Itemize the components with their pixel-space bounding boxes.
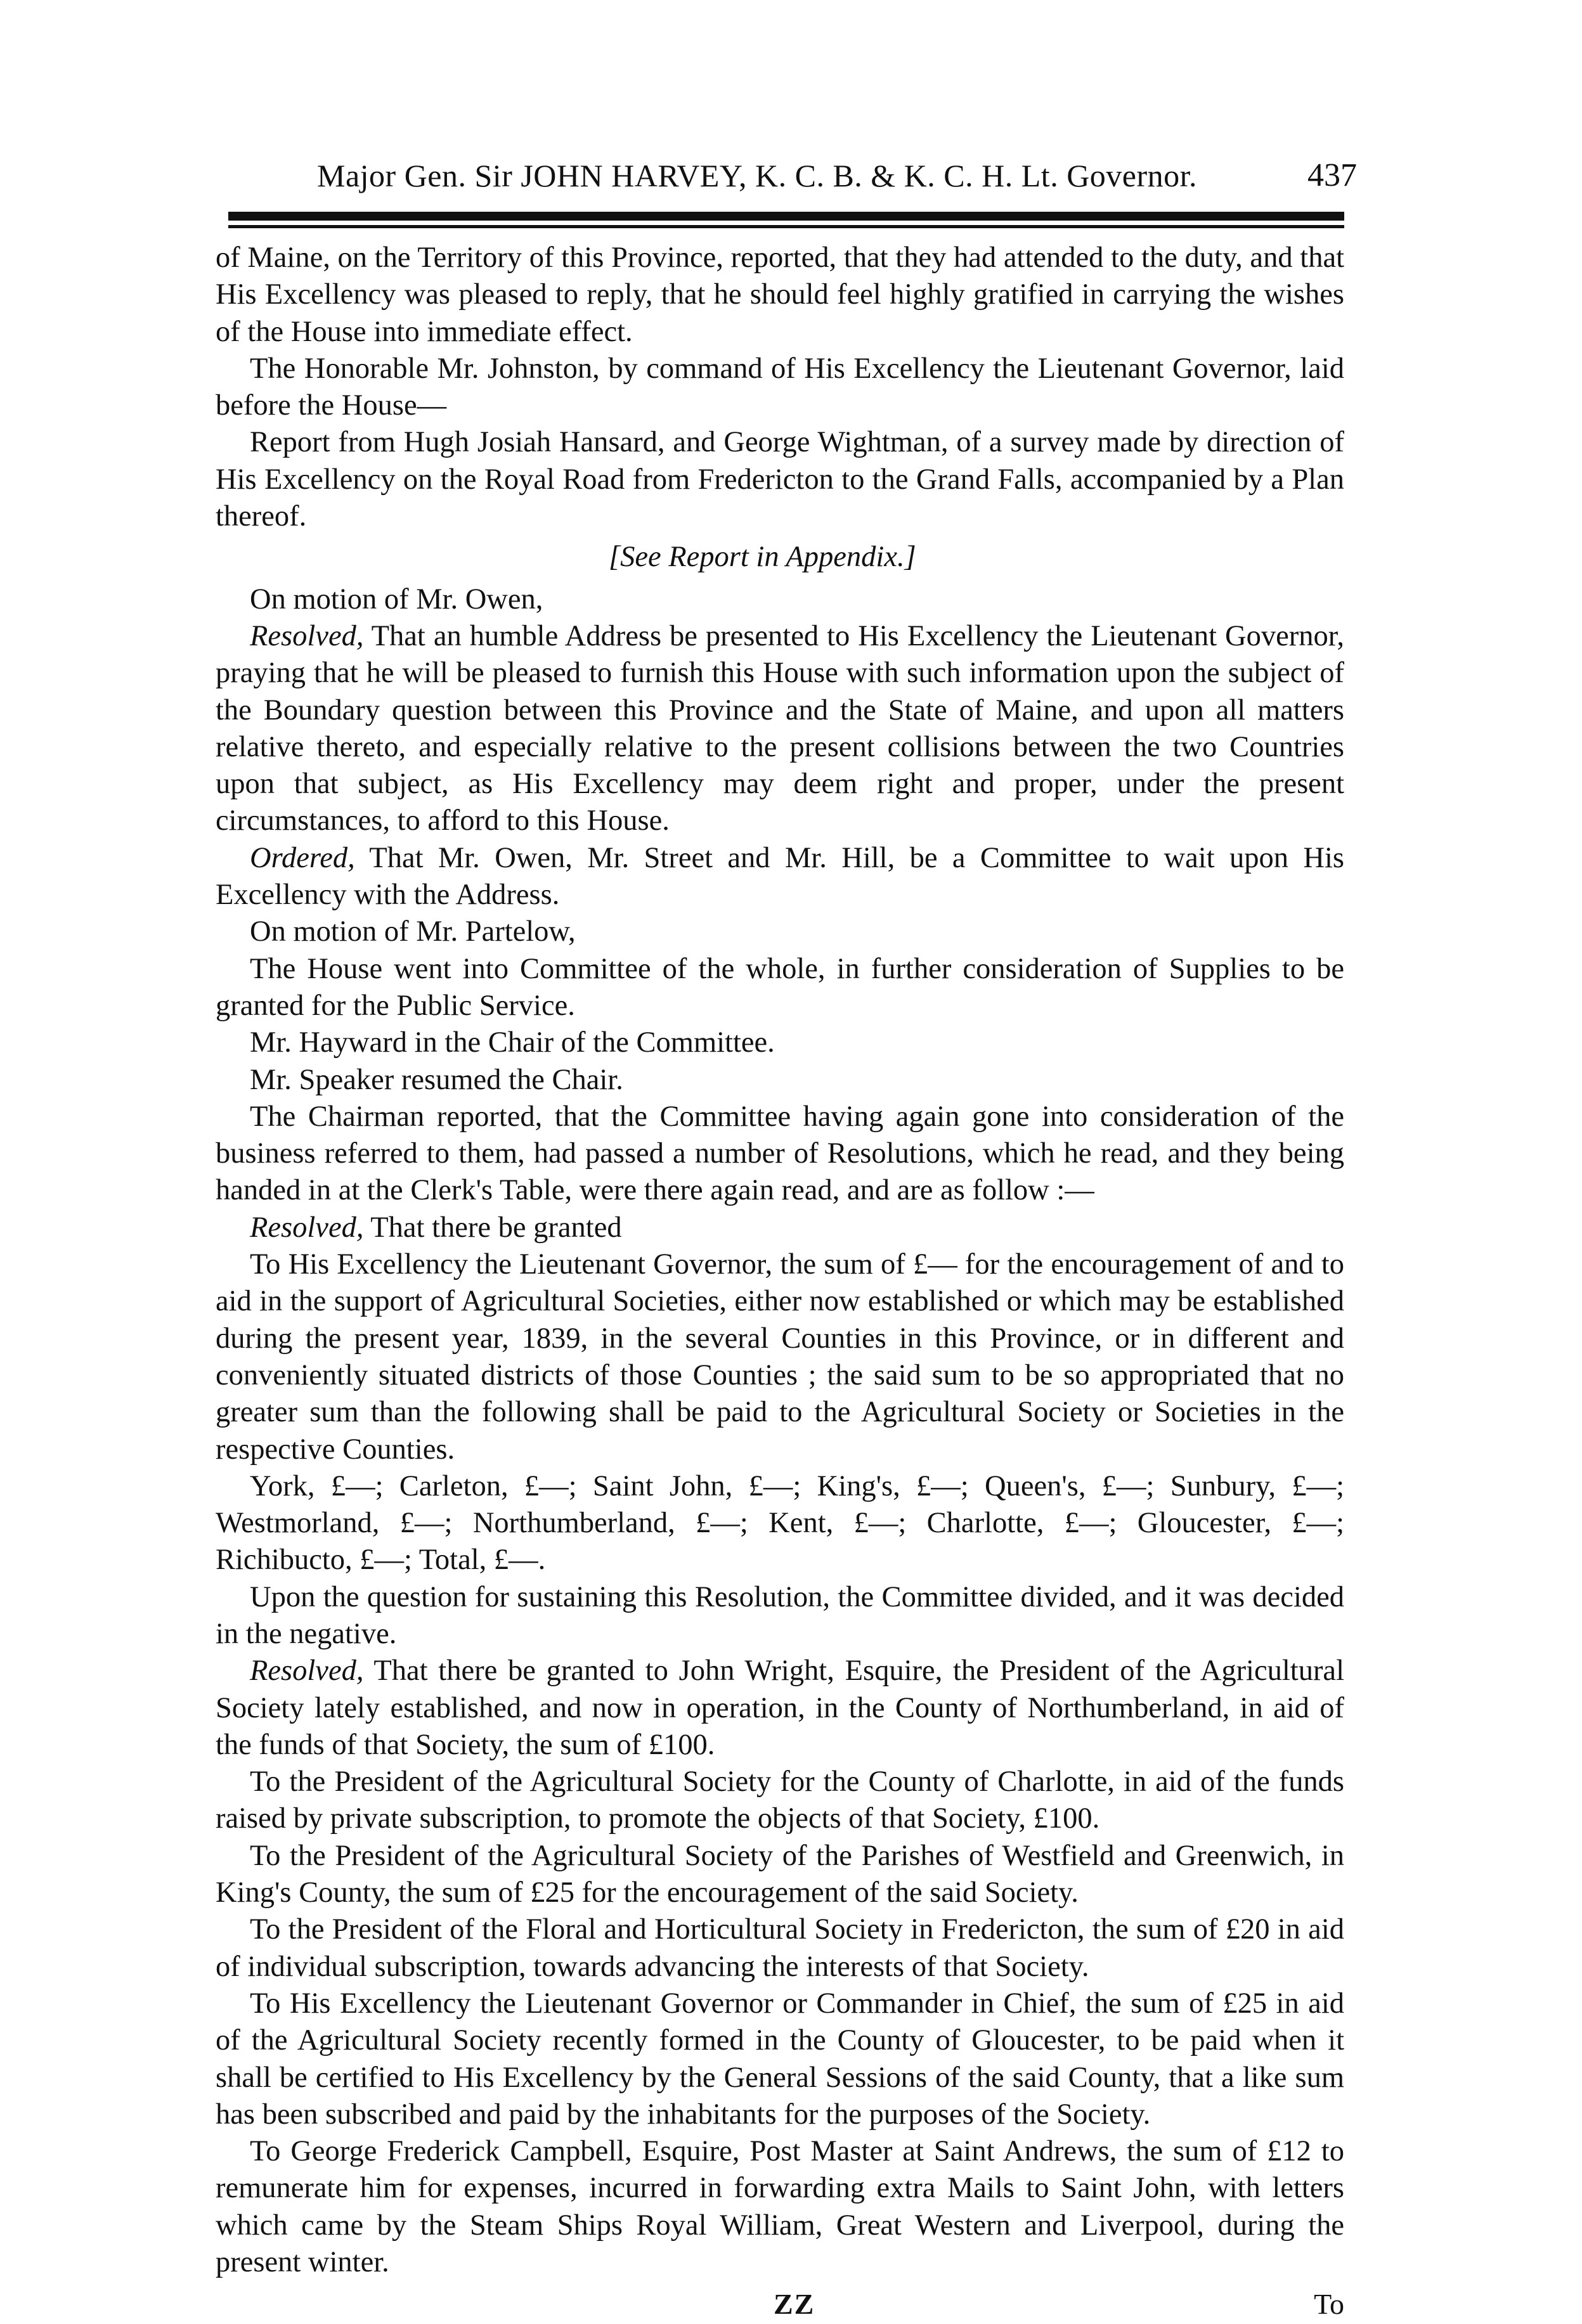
catchword: To <box>1314 2288 1344 2321</box>
county-list: York, £—; Carleton, £—; Saint John, £—; King's, £—; Queen's, £—; Sunbury, £—; Westmorland, £—; Northumberland, £—; Kent, £—; Charlotte, £—; Gloucester, £—; Richibucto, £—; Total, £—. <box>216 1469 1344 1577</box>
resolved-label: Resolved, <box>250 1211 364 1244</box>
paragraph: To the President of the Floral and Horticultural Society in Fredericton, the sum of £20 in aid of individual subscription, towards advancing the interests of that Society. <box>216 1913 1344 1983</box>
resolution-text: That there be granted to John Wright, Esquire, the President of the Agricultural Society lately established, and now in operation, in the County of Northumberland, in aid of the funds of that Society, the sum of £100. <box>216 1655 1344 1761</box>
paragraph: Upon the question for sustaining this Resolution, the Committee divided, and it was decided in the negative. <box>216 1580 1344 1650</box>
appendix-reference-text: [See Report in Appendix.] <box>609 541 916 574</box>
paragraph: The Chairman reported, that the Committee having again gone into consideration of the business referred to them, had passed a number of Resolutions, which he read, and they being handed in at the Clerk's Table, were there again read, and are as follow :— <box>216 1100 1344 1207</box>
resolved-label: Resolved, <box>250 619 364 652</box>
paragraph: Mr. Speaker resumed the Chair. <box>250 1063 623 1096</box>
page-body <box>216 240 1344 2281</box>
resolution-paragraph <box>216 1653 1344 1764</box>
header-rule-thick <box>228 212 1344 221</box>
header-rule-thin <box>228 225 1344 228</box>
paragraph: To George Frederick Campbell, Esquire, Post Master at Saint Andrews, the sum of £12 to remunerate him for expenses, incurred in forwarding extra Mails to Saint John, with letters which came by the Steam Ships Royal William, Great Western and Liverpool, during the present winter. <box>216 2135 1344 2279</box>
resolution-paragraph <box>216 1210 1344 1246</box>
paragraph: To His Excellency the Lieutenant Governor, the sum of £— for the encouragement of and to aid in the support of Agricultural Societies, either now established or which may be established during the present year, 1839, in the several Counties in this Province, or in different and conveniently situated districts of those Counties ; the said sum to be so appropriated that no greater sum than the following shall be paid to the Agricultural Society or Societies in the respective Counties. <box>216 1248 1344 1466</box>
resolution-text: That there be granted <box>363 1211 622 1244</box>
appendix-reference <box>216 539 1344 576</box>
running-head-title: Major Gen. Sir JOHN HARVEY, K. C. B. & K. C. H. Lt. Governor. <box>317 158 1198 193</box>
paragraph: The Honorable Mr. Johnston, by command of His Excellency the Lieutenant Governor, laid before the House— <box>216 352 1344 422</box>
paragraph: Report from Hugh Josiah Hansard, and George Wightman, of a survey made by direction of His Excellency on the Royal Road from Fredericton to the Grand Falls, accompanied by a Plan thereof. <box>216 426 1344 533</box>
order-paragraph <box>216 840 1344 914</box>
order-text: That Mr. Owen, Mr. Street and Mr. Hill, be a Committee to wait upon His Excellency with the Address. <box>216 841 1344 912</box>
motion-line: On motion of Mr. Partelow, <box>250 915 576 948</box>
resolution-text: That an humble Address be presented to His Excellency the Lieutenant Governor, praying that he will be pleased to furnish this House with such information upon the subject of the Boundary question between this Province and the State of Maine, and upon all matters relative thereto, and especially relative to the present collisions between the two Countries upon that subject, as His Excellency may deem right and proper, under the present circumstances, to afford to this House. <box>216 619 1344 837</box>
running-head <box>216 152 1357 199</box>
page-number: 437 <box>1307 157 1357 193</box>
journal-page <box>216 152 1357 2324</box>
resolved-label: Resolved, <box>250 1655 364 1688</box>
motion-line: On motion of Mr. Owen, <box>250 583 543 616</box>
ordered-label: Ordered, <box>250 841 355 874</box>
paragraph: To the President of the Agricultural Society for the County of Charlotte, in aid of the funds raised by private subscription, to promote the objects of that Society, £100. <box>216 1766 1344 1835</box>
resolution-paragraph <box>216 618 1344 840</box>
page-footer <box>216 2286 1344 2324</box>
paragraph: To the President of the Agricultural Society of the Parishes of Westfield and Greenwich, in King's County, the sum of £25 for the encouragement of the said Society. <box>216 1839 1344 1909</box>
paragraph: The House went into Committee of the whole, in further consideration of Supplies to be granted for the Public Service. <box>216 952 1344 1022</box>
paragraph: Mr. Hayward in the Chair of the Committee. <box>250 1026 775 1059</box>
paragraph: To His Excellency the Lieutenant Governor or Commander in Chief, the sum of £25 in aid of the Agricultural Society recently formed in the County of Gloucester, to be paid when it shall be certified to His Excellency by the General Sessions of the said County, that a like sum has been subscribed and paid by the inhabitants for the purposes of the Society. <box>216 1987 1344 2131</box>
paragraph: of Maine, on the Territory of this Province, reported, that they had attended to the duty, and that His Excellency was pleased to reply, that he should feel highly gratified in carrying the wishes of the House into immediate effect. <box>216 242 1344 348</box>
signature-mark: ZZ <box>774 2288 815 2321</box>
